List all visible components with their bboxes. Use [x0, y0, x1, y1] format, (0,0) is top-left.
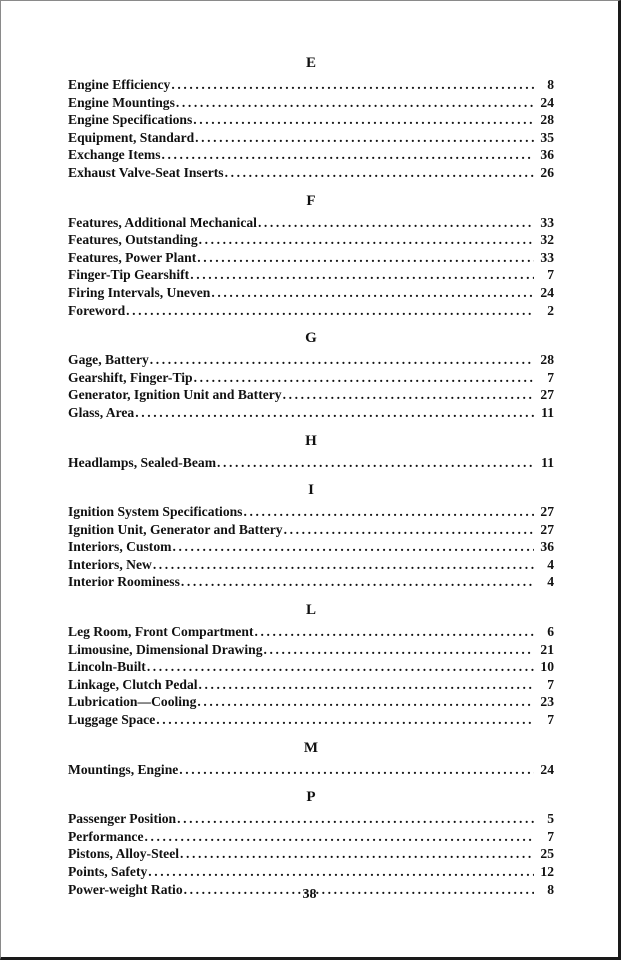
- entry-label: Interiors, Custom: [68, 539, 172, 555]
- entry-page-number: 25: [540, 846, 554, 862]
- index-entry: [68, 761, 554, 779]
- index-section-p: [68, 787, 554, 898]
- dot-leader: [217, 454, 534, 472]
- entry-label: Interiors, New: [68, 556, 152, 572]
- dot-leader: [195, 129, 534, 147]
- section-letter: G: [305, 330, 317, 347]
- entry-page-number: 24: [540, 761, 554, 777]
- entry-label: Gearshift, Finger-Tip: [68, 369, 193, 385]
- entry-label: Exhaust Valve-Seat Inserts: [68, 164, 224, 180]
- entry-label: Headlamps, Sealed-Beam: [68, 454, 217, 470]
- dot-leader: [225, 164, 534, 182]
- section-letter: M: [303, 739, 319, 756]
- entry-label: Luggage Space: [68, 712, 156, 728]
- entry-page-number: 21: [540, 641, 554, 657]
- index-entry: [68, 111, 554, 129]
- index-entry: [68, 386, 554, 404]
- index-entry: [68, 302, 554, 320]
- dot-leader: [150, 351, 534, 369]
- entry-label: Lincoln-Built: [68, 659, 146, 675]
- entry-label: Engine Mountings: [68, 94, 175, 110]
- dot-leader: [147, 658, 534, 676]
- dot-leader: [156, 711, 534, 729]
- section-letter: I: [308, 482, 314, 499]
- entry-page-number: 5: [547, 811, 554, 827]
- index-entry: [68, 538, 554, 556]
- entry-label: Equipment, Standard: [68, 129, 195, 145]
- entry-label: Passenger Position: [68, 811, 177, 827]
- entry-label: Interior Roominess: [68, 574, 180, 590]
- index-entry: [68, 556, 554, 574]
- index-section-h: [68, 431, 554, 472]
- index-entry: [68, 231, 554, 249]
- index-entry: [68, 863, 554, 881]
- entry-page-number: 4: [547, 574, 554, 590]
- section-letter: L: [305, 602, 316, 619]
- index-entry: [68, 249, 554, 267]
- index-section-i: [68, 480, 554, 591]
- entry-page-number: 36: [540, 539, 554, 555]
- dot-leader: [255, 623, 534, 641]
- index-entry: [68, 351, 554, 369]
- entry-page-number: 8: [547, 881, 554, 897]
- dot-leader: [177, 810, 534, 828]
- entry-label: Finger-Tip Gearshift: [68, 267, 190, 283]
- entry-label: Firing Intervals, Uneven: [68, 284, 211, 300]
- dot-leader: [176, 94, 534, 112]
- entry-page-number: 27: [540, 504, 554, 520]
- entry-page-number: 26: [540, 164, 554, 180]
- dot-leader: [171, 76, 534, 94]
- entry-label: Points, Safety: [68, 864, 148, 879]
- entry-label: Gage, Battery: [68, 352, 149, 368]
- index-entry: [68, 129, 554, 147]
- index-section-m: [68, 738, 554, 779]
- index-entry: [68, 214, 554, 232]
- entry-label: Pistons, Alloy-Steel: [68, 846, 180, 862]
- dot-leader: [181, 573, 534, 591]
- dot-leader: [190, 266, 534, 284]
- entry-page-number: 27: [540, 387, 554, 403]
- entry-label: Ignition System Specifications: [68, 504, 243, 520]
- index-entry: [68, 76, 554, 94]
- dot-leader: [211, 284, 534, 302]
- entry-label: Features, Power Plant: [68, 249, 197, 265]
- entry-page-number: 35: [540, 129, 554, 145]
- entry-page-number: 7: [547, 828, 554, 844]
- entry-page-number: 7: [547, 267, 554, 283]
- entry-label: Lubrication—Cooling: [68, 694, 197, 710]
- dot-leader: [148, 863, 534, 881]
- index-entry: [68, 284, 554, 302]
- index-entry: [68, 94, 554, 112]
- entry-label: Engine Specifications: [68, 112, 193, 128]
- index-entry: [68, 658, 554, 676]
- dot-leader: [162, 146, 534, 164]
- index-entry: [68, 521, 554, 539]
- section-letter: H: [305, 432, 317, 449]
- entry-page-number: 11: [541, 454, 554, 470]
- entry-label: Performance: [68, 828, 144, 844]
- dot-leader: [199, 231, 534, 249]
- dot-leader: [144, 828, 534, 846]
- index-entry: [68, 693, 554, 711]
- dot-leader: [258, 214, 534, 232]
- entry-page-number: 7: [547, 676, 554, 692]
- entry-label: Glass, Area: [68, 404, 135, 420]
- index-entry: [68, 146, 554, 164]
- dot-leader: [172, 538, 534, 556]
- dot-leader: [197, 693, 534, 711]
- index-section-l: [68, 600, 554, 729]
- index-entry: [68, 454, 554, 472]
- entry-label: Power-weight Ratio: [68, 881, 183, 897]
- entry-label: Limousine, Dimensional Drawing: [68, 641, 263, 657]
- index-entry: [68, 641, 554, 659]
- entry-page-number: 23: [540, 694, 554, 710]
- section-letter: P: [306, 789, 316, 806]
- dot-leader: [179, 761, 534, 779]
- index-entry: [68, 503, 554, 521]
- entry-page-number: 36: [540, 147, 554, 163]
- index-entry: [68, 828, 554, 846]
- dot-leader: [135, 404, 534, 422]
- entry-page-number: 10: [540, 659, 554, 675]
- entry-label: Features, Outstanding: [68, 232, 198, 248]
- index-section-g: [68, 328, 554, 421]
- entry-label: Generator, Ignition Unit and Battery: [68, 387, 282, 403]
- dot-leader: [264, 641, 535, 659]
- entry-page-number: 24: [540, 94, 554, 110]
- entry-page-number: 32: [540, 232, 554, 248]
- entry-page-number: 7: [547, 712, 554, 728]
- entry-page-number: 28: [540, 112, 554, 128]
- index-section-e: [68, 53, 554, 182]
- index-section-f: [68, 191, 554, 320]
- entry-page-number: 11: [541, 404, 554, 420]
- entry-label: Features, Additional Mechanical: [68, 214, 257, 230]
- entry-label: Mountings, Engine: [68, 761, 179, 777]
- index-entry: [68, 369, 554, 387]
- section-letter: F: [306, 192, 316, 209]
- entry-page-number: 2: [547, 302, 554, 318]
- index-entry: [68, 266, 554, 284]
- entry-label: Leg Room, Front Compartment: [68, 624, 254, 640]
- entry-label: Foreword: [68, 302, 126, 318]
- dot-leader: [243, 503, 534, 521]
- dot-leader: [199, 676, 534, 694]
- dot-leader: [197, 249, 534, 267]
- page-number: 38: [302, 887, 317, 902]
- index-entry: [68, 404, 554, 422]
- index-entry: [68, 623, 554, 641]
- dot-leader: [126, 302, 534, 320]
- entry-label: Linkage, Clutch Pedal: [68, 676, 198, 692]
- section-letter: E: [305, 55, 316, 71]
- index-list: [68, 53, 554, 907]
- index-entry: [68, 711, 554, 729]
- entry-page-number: 27: [540, 521, 554, 537]
- index-entry: [68, 810, 554, 828]
- entry-page-number: 28: [540, 352, 554, 368]
- entry-page-number: 33: [540, 214, 554, 230]
- entry-page-number: 8: [547, 77, 554, 92]
- dot-leader: [283, 386, 534, 404]
- dot-leader: [180, 845, 534, 863]
- entry-page-number: 33: [540, 249, 554, 265]
- entry-page-number: 12: [540, 864, 554, 879]
- entry-page-number: 6: [547, 624, 554, 640]
- dot-leader: [193, 111, 534, 129]
- entry-page-number: 7: [547, 369, 554, 385]
- index-entry: [68, 845, 554, 863]
- index-entry: [68, 573, 554, 591]
- entry-label: Ignition Unit, Generator and Battery: [68, 521, 283, 537]
- entry-page-number: 24: [540, 284, 554, 300]
- dot-leader: [194, 369, 534, 387]
- dot-leader: [284, 521, 534, 539]
- index-entry: [68, 676, 554, 694]
- dot-leader: [153, 556, 534, 574]
- entry-label: Exchange Items: [68, 147, 161, 163]
- index-entry: [68, 164, 554, 182]
- entry-page-number: 4: [547, 556, 554, 572]
- entry-label: Engine Efficiency: [68, 77, 171, 92]
